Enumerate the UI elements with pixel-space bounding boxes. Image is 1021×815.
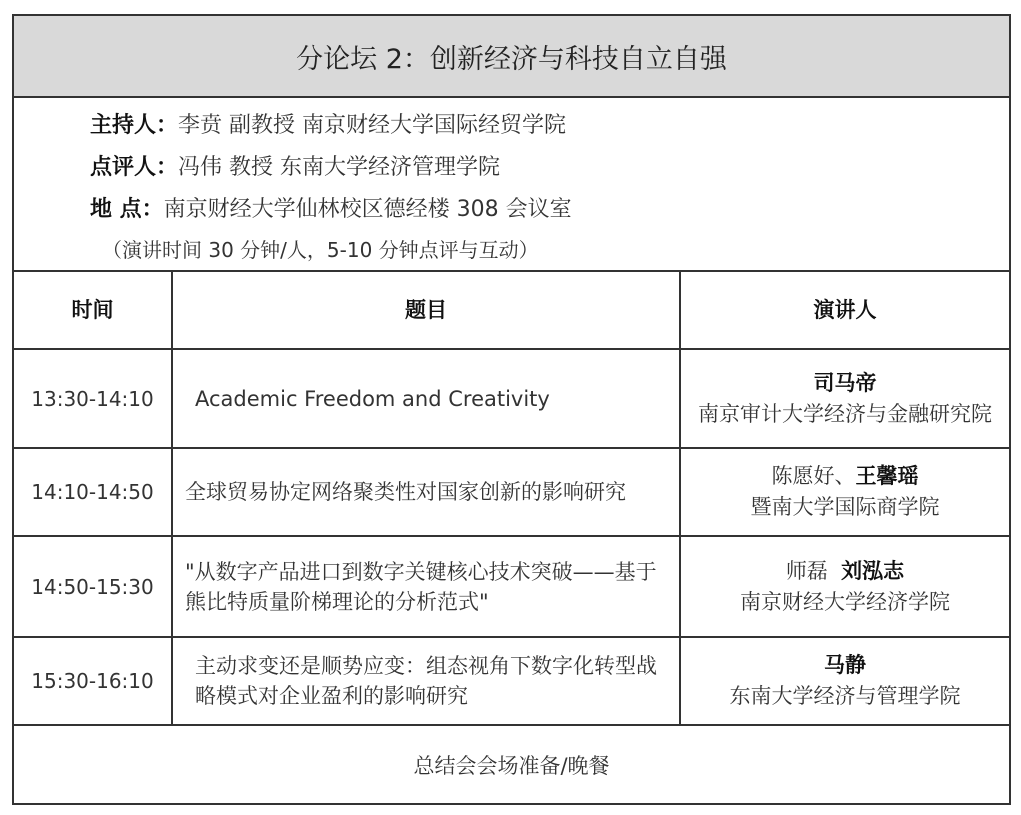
row-speaker — [680, 637, 1009, 725]
timing-note: （演讲时间 30 分钟/人，5-10 分钟点评与互动） — [102, 238, 539, 262]
speaker-name-bold: 司马帝 — [813, 370, 877, 395]
forum-info — [14, 98, 1009, 272]
table-footer-row — [14, 725, 1009, 804]
table-row — [14, 349, 1009, 448]
row-topic: 主动求变还是顺势应变：组态视角下数字化转型战略模式对企业盈利的影响研究 — [172, 637, 680, 725]
speaker-affiliation: 暨南大学国际商学院 — [750, 495, 940, 519]
location-value: 南京财经大学仙林校区德经楼 308 会议室 — [163, 197, 572, 222]
row-speaker — [680, 536, 1009, 637]
table-row — [14, 448, 1009, 536]
reviewer-row — [90, 150, 500, 181]
table-row — [14, 637, 1009, 725]
row-topic: 全球贸易协定网络聚类性对国家创新的影响研究 — [172, 448, 680, 536]
speaker-affiliation: 南京财经大学经济学院 — [740, 589, 950, 614]
row-speaker — [680, 448, 1009, 536]
host-value: 李贲 副教授 南京财经大学国际经贸学院 — [178, 113, 567, 138]
schedule-table — [14, 270, 1009, 804]
row-topic: "从数字产品进口到数字关键核心技术突破——基于熊比特质量阶梯理论的分析范式" — [172, 536, 680, 637]
location-row — [90, 192, 572, 223]
reviewer-value: 冯伟 教授 东南大学经济管理学院 — [178, 155, 501, 180]
table-row — [14, 536, 1009, 637]
header-time: 时间 — [14, 270, 172, 349]
forum-title: 分论坛 2：创新经济与科技自立自强 — [14, 16, 1009, 98]
closing-note: 总结会会场准备/晚餐 — [14, 725, 1009, 804]
forum-schedule-sheet — [12, 14, 1011, 805]
reviewer-label: 点评人： — [90, 155, 179, 180]
speaker-affiliation: 东南大学经济与管理学院 — [729, 684, 961, 708]
row-speaker — [680, 349, 1009, 448]
header-topic: 题目 — [172, 270, 680, 349]
host-label: 主持人： — [90, 113, 179, 138]
speaker-name-bold: 马静 — [824, 653, 866, 677]
speaker-name-bold: 王馨瑶 — [855, 464, 919, 488]
row-time: 14:50-15:30 — [14, 536, 172, 637]
row-topic: Academic Freedom and Creativity — [172, 349, 680, 448]
speaker-affiliation: 南京审计大学经济与金融研究院 — [698, 401, 992, 426]
speaker-name: 陈愿好、 — [771, 464, 856, 488]
speaker-name: 师磊 — [785, 558, 842, 583]
location-label: 地 点： — [90, 197, 164, 222]
header-speaker: 演讲人 — [680, 270, 1009, 349]
row-time: 14:10-14:50 — [14, 448, 172, 536]
row-time: 15:30-16:10 — [14, 637, 172, 725]
table-header-row — [14, 270, 1009, 349]
host-row — [90, 108, 566, 139]
speaker-name-bold: 刘泓志 — [841, 558, 905, 583]
row-time: 13:30-14:10 — [14, 349, 172, 448]
